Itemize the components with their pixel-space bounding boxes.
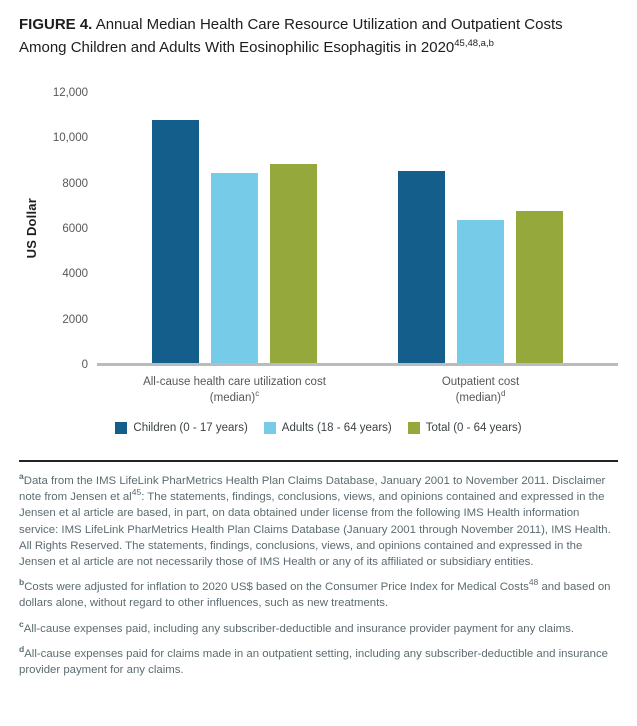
- plot-column: [97, 91, 618, 406]
- bar: [516, 211, 563, 363]
- figure-title-superscript: 45,48,a,b: [454, 37, 494, 49]
- bar-group: [362, 91, 600, 363]
- footnote-marker: c: [19, 618, 24, 629]
- bar: [398, 171, 445, 363]
- y-axis-tick-label: 2000: [62, 313, 88, 326]
- category-label: All-cause health care utilization cost (median)$^c$: [143, 376, 326, 404]
- legend-label: Total (0 - 64 years): [425, 422, 522, 435]
- footnote: $^b$Costs were adjusted for inflation to 2020 US$ based on the Consumer Price Index for Medical Costs$^{48}$ and based on dollars alone, without regard to other influences, such as new treatments.: [19, 577, 611, 610]
- y-axis-tick-label: 10,000: [52, 132, 88, 145]
- y-axis-tick-label: 0: [81, 359, 88, 371]
- bar: [152, 120, 199, 363]
- x-axis-category-labels: [97, 375, 618, 406]
- footnote-divider: [19, 460, 618, 462]
- legend-item: [115, 422, 247, 434]
- footnotes-section: [19, 473, 618, 678]
- y-axis-title-column: [19, 91, 43, 366]
- y-axis-tick-label: 12,000: [52, 87, 88, 99]
- footnote: $^c$All-cause expenses paid, including any subscriber-deductible and insurance provider payment for any claims.: [19, 618, 574, 635]
- figure-title-text: Annual Median Health Care Resource Utilization and Outpatient Costs Among Children and Adults With Eosinophilic Esophagitis in 2020: [19, 16, 563, 56]
- y-axis-tick-label: 4000: [62, 268, 88, 281]
- legend-item: [408, 422, 522, 434]
- plot-area: [97, 91, 618, 366]
- figure-title: [19, 14, 613, 59]
- footnote: $^a$Data from the IMS LifeLink PharMetrics Health Plan Claims Database, January 2001 to November 2011. Disclaimer note from Jensen et $al^{45}$: The statements, findings, conclusions, views, and opinions contained and expressed in the Jensen et al article are based, in part, on data obtained under license from the following IMS Health information service: IMS LifeLink PharMetrics Health Plan Claims Database (January 2001 through November 2011), IMS Health. All Rights Reserved. The statements, findings, conclusions, views, and opinions contained and expressed in the Jensen et al article are not necessarily those of IMS Health or any of its affiliated or subsidiary entities.: [19, 471, 611, 568]
- y-axis-tick-labels: [43, 87, 97, 371]
- legend-item: [264, 422, 392, 434]
- figure-label: FIGURE 4.: [19, 16, 93, 33]
- y-axis-tick-label: 8000: [62, 177, 88, 190]
- footnote-marker: a: [19, 471, 24, 482]
- y-axis-title: US Dollar: [23, 198, 39, 259]
- bars-row: [97, 91, 618, 363]
- legend-swatch: [264, 422, 276, 434]
- footnote-marker: d: [19, 643, 25, 654]
- footnote-marker: b: [19, 577, 25, 588]
- category-label: Outpatient cost (median)$^d$: [441, 376, 520, 404]
- legend-label: Adults (18 - 64 years): [281, 422, 392, 435]
- bar-group: [116, 91, 354, 363]
- legend-swatch: [115, 422, 127, 434]
- footnote: $^d$All-cause expenses paid for claims made in an outpatient setting, including any subscriber-deductible and insurance provider payment for any claims.: [19, 643, 608, 676]
- y-axis-tick-label: 6000: [62, 223, 88, 235]
- bar-chart: [19, 87, 618, 406]
- citation-superscript: 48: [528, 577, 539, 588]
- legend-swatch: [408, 422, 420, 434]
- chart-legend: [19, 422, 618, 434]
- citation-superscript: 45: [131, 487, 142, 498]
- legend-label: Children (0 - 17 years): [133, 422, 248, 435]
- bar: [211, 173, 258, 363]
- bar: [457, 220, 504, 363]
- bar: [270, 164, 317, 363]
